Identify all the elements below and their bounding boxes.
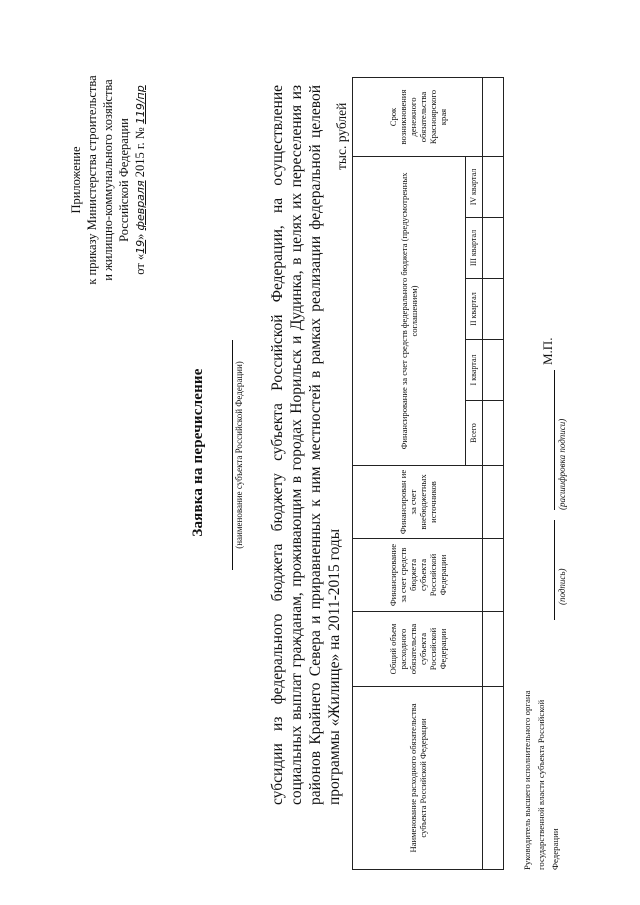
table-header-row [353, 78, 466, 870]
date-day: 19 [134, 239, 147, 254]
subheader-total: Всего [466, 401, 483, 466]
signature-decode-line [554, 370, 555, 510]
signature-line [554, 520, 555, 620]
subheader-q1: I квартал [466, 340, 483, 401]
appendix-ministry-line: и жилищно-коммунального хозяйства [101, 79, 115, 281]
header-regional-budget: Финансирование за счет средств бюджета субъекта Российской Федерации [353, 539, 483, 612]
cell-q3 [483, 218, 504, 279]
header-extrabudget: Финансирован ие за счет внебюджетных источников [353, 466, 483, 539]
subject-caption: (наименование субъекта Российской Федерации) [234, 361, 244, 549]
seal-placeholder: М.П. [540, 337, 555, 365]
cell-q1 [483, 340, 504, 401]
date-prefix: от « [133, 253, 147, 275]
appendix-date-line [132, 40, 149, 320]
date-year: 2015 г. № [133, 127, 147, 178]
cell-extrabudget [483, 466, 504, 539]
header-total-volume: Общий объем расходного обязательства субъекта Российской Федерации [353, 612, 483, 687]
header-federal-budget: Финансирование за счет средств федерального бюджета (предусмотренных соглашением) [353, 157, 466, 466]
date-mid: » [133, 233, 147, 240]
subheader-q4: IV квартал [466, 157, 483, 218]
document-title: Заявка на перечисление [190, 368, 206, 537]
signature-caption: (подпись) [557, 568, 567, 605]
order-number: 119/пр [134, 85, 147, 125]
subheader-q3: III квартал [466, 218, 483, 279]
header-obligation-term: Срок возникновения денежного обязательства Красноярского края [353, 78, 483, 157]
signatory-title: Руководитель высшего исполнительного органа государственной власти субъекта Российской Федерации [522, 690, 560, 870]
purpose-text: субсидии из федерального бюджета бюджету субъекта Российской Федерации, на осуществление социальных выплат гражданам, проживающим в городах Норильск и Дудинка, в целях их переселения из районов Крайнего Севера и приравненных к ним местностей в рамках реализации федеральной целевой программы «Жилище» на 2011-2015 годы [269, 85, 343, 805]
unit-label: тыс. рублей [334, 102, 349, 170]
cell-obligation-term [483, 78, 504, 157]
subheader-q2: II квартал [466, 279, 483, 340]
cell-regional-budget [483, 539, 504, 612]
date-month: февраля [134, 180, 147, 231]
cell-q2 [483, 279, 504, 340]
cell-federal-total [483, 401, 504, 466]
cell-q4 [483, 157, 504, 218]
appendix-block [68, 40, 149, 320]
subject-fill-line [232, 340, 233, 570]
appendix-heading: Приложение [69, 146, 83, 214]
signature-decode-caption: (расшифровка подписи) [557, 418, 567, 510]
request-table [352, 77, 504, 870]
cell-obligation-name [483, 687, 504, 870]
appendix-order-line: к приказу Министерства строительства [85, 75, 99, 285]
header-obligation-name: Наименование расходного обязательства субъекта Российской Федерации [353, 687, 483, 870]
table-row [483, 78, 504, 870]
appendix-country-line: Российской Федерации [117, 118, 131, 242]
cell-total-volume [483, 612, 504, 687]
